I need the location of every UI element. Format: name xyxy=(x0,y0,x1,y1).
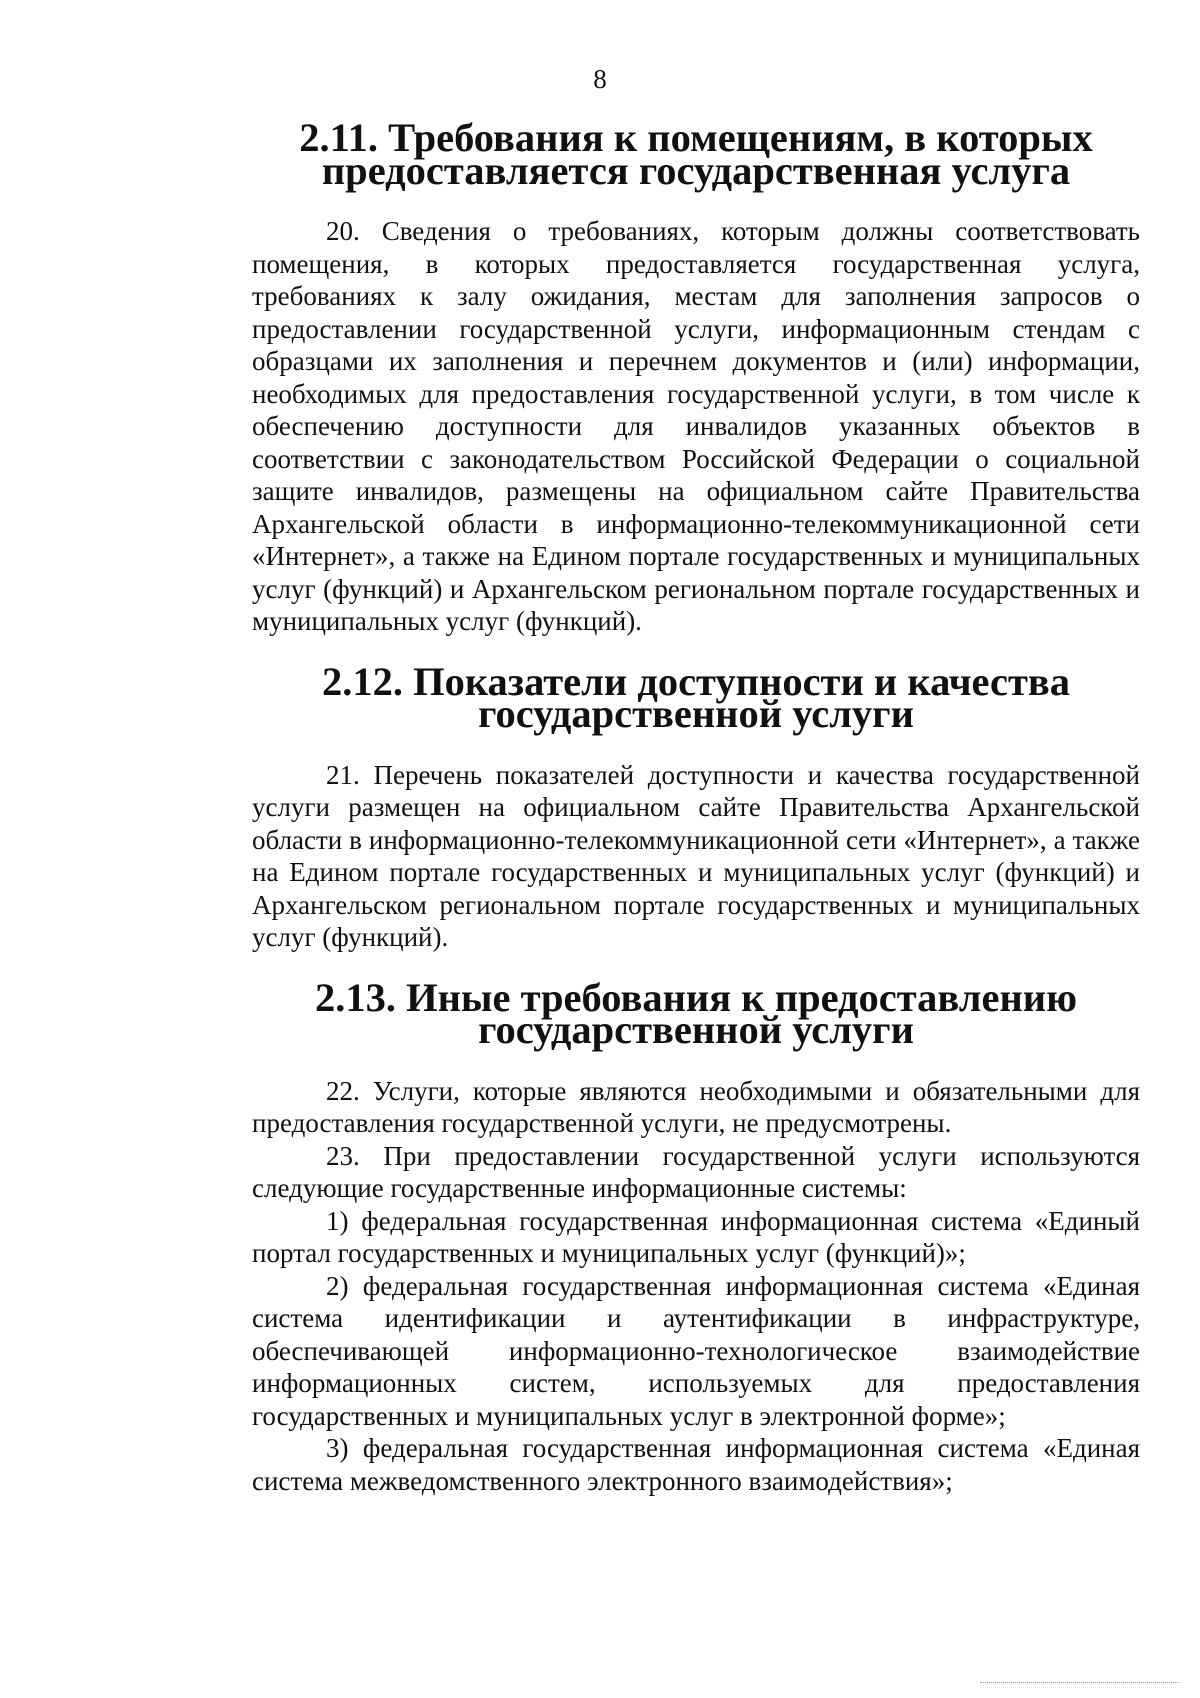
paragraph-20: 20. Сведения о требованиях, которым должны соответствовать помещения, в которых предоставляется государственная услуга, требованиях к залу ожидания, местам для заполнения запросов о предоставлении государственной услуги, информационным стендам с образцами их заполнения и перечнем документов и (или) информации, необходимых для предоставления государственной услуги, в том числе к обеспечению доступности для инвалидов указанных объектов в соответствии с законодательством Российской Федерации о социальной защите инвалидов, размещены на официальном сайте Правительства Архангельской области в информационно-телекоммуникационной сети «Интернет», а также на Едином портале государственных и муниципальных услуг (функций) и Архангельском региональном портале государственных и муниципальных услуг (функций). xyxy=(252,216,1140,636)
document-body xyxy=(252,115,1140,1497)
list-item-3: 3) федеральная государственная информационная система «Единая система межведомственного электронного взаимодействия»; xyxy=(252,1433,1140,1496)
section-heading-line: государственной услуги xyxy=(478,1007,914,1052)
section-heading-line: государственной услуги xyxy=(478,691,914,736)
list-item-1: 1) федеральная государственная информационная система «Единый портал государственных и муниципальных услуг (функций)»; xyxy=(252,1205,1140,1268)
section-2-12 xyxy=(252,658,1140,954)
paragraph-22: 22. Услуги, которые являются необходимыми и обязательными для предоставления государственной услуги, не предусмотрены. xyxy=(252,1075,1140,1138)
section-heading xyxy=(252,115,1140,193)
paragraph-21: 21. Перечень показателей доступности и качества государственной услуги размещен на официальном сайте Правительства Архангельской области в информационно-телекоммуникационной сети «Интернет», а также на Едином портале государственных и муниципальных услуг (функций) и Архангельском региональном портале государственных и муниципальных услуг (функций). xyxy=(252,759,1140,952)
page-number: 8 xyxy=(593,64,607,94)
section-heading-line: предоставляется государственная услуга xyxy=(321,147,1071,193)
list-item-2: 2) федеральная государственная информационная система «Единая система идентификации и аутентификации в инфраструктуре, обеспечивающей информационно-технологическое взаимодействие информационных систем, используемых для предоставления государственных и муниципальных услуг в электронной форме»; xyxy=(252,1270,1140,1431)
section-heading xyxy=(252,658,1140,736)
paragraph-23: 23. При предоставлении государственной услуги используются следующие государственные информационные системы: xyxy=(252,1140,1140,1203)
section-heading xyxy=(252,974,1140,1052)
section-heading-line: 2.12. Показатели доступности и качества xyxy=(321,658,1071,704)
section-2-11 xyxy=(252,115,1140,638)
scan-artifact-line xyxy=(980,1682,1180,1685)
section-heading-line: 2.11. Требования к помещениям, в которых xyxy=(299,115,1093,160)
section-2-13 xyxy=(252,974,1140,1498)
section-heading-line: 2.13. Иные требования к предоставлению xyxy=(314,974,1078,1020)
